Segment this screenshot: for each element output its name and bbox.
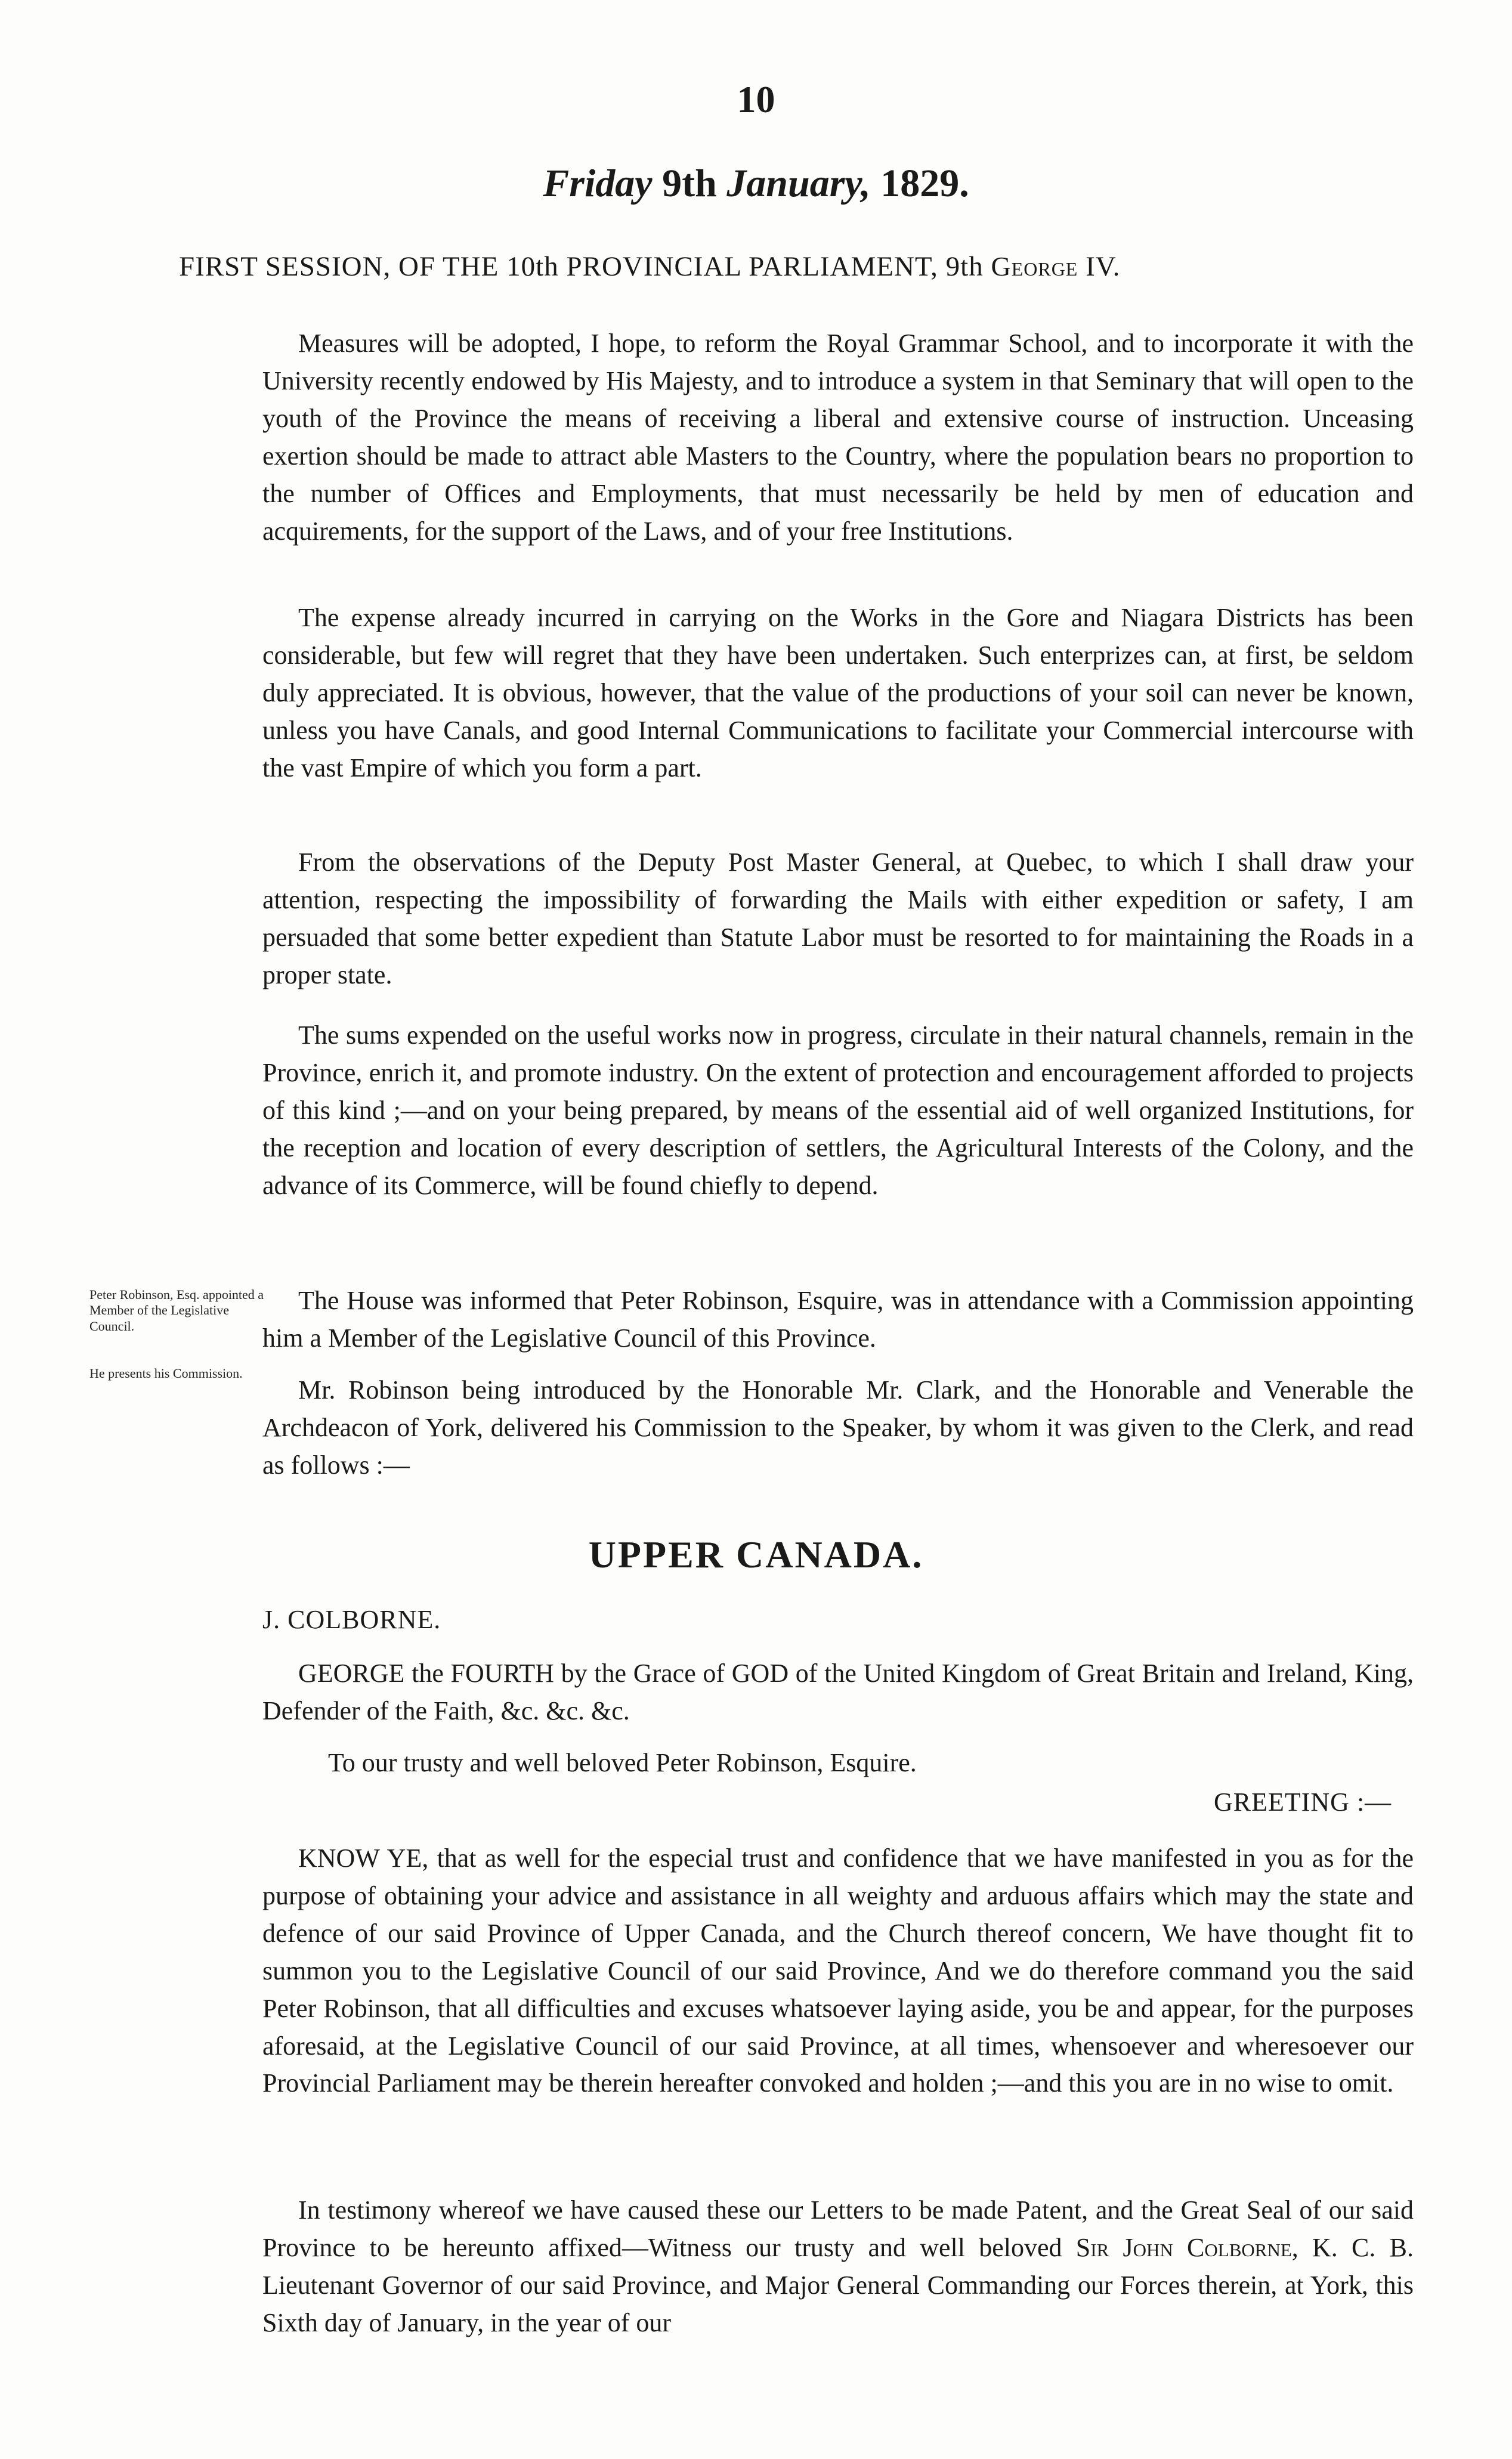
paragraph-robinson-introduced: Mr. Robinson being introduced by the Honorable Mr. Clark, and the Honorable and Venerable the Archdeacon of York, delivered his Commission to the Speaker, by whom it was given to the Clerk, and read as follows :— (262, 1375, 1414, 1480)
greeting: GREETING :— (1214, 1787, 1392, 1817)
date-day: Friday (543, 162, 653, 205)
paragraph-george-fourth: GEORGE the FOURTH by the Grace of GOD of the United Kingdom of Great Britain and Ireland, King, Defender of the Faith, &c. &c. &c. (262, 1659, 1414, 1725)
paragraph-know-ye: KNOW YE, that as well for the especial trust and confidence that we have manifested in you as for the purpose of obtaining your advice and assistance in all weighty and arduous affairs which may the state and defence of our said Province of Upper Canada, and the Church thereof concern, We have thought fit to summon you to the Legislative Council of our said Province, And we do therefore command you the said Peter Robinson, that all difficulties and excuses whatsoever laying aside, you be and appear, for the purposes aforesaid, at the Legislative Council of our said Province, at all times, whensoever and wheresoever our Provincial Parliament may be therein hereafter convoked and holden ;—and this you are in no wise to omit. (262, 1844, 1414, 2098)
margin-note-appointment: Peter Robinson, Esq. appointed a Member of the Legislative Council. (89, 1287, 264, 1334)
paragraph-public-works: The expense already incurred in carrying on the Works in the Gore and Niagara Districts has been considerable, but few will regret that they have been undertaken. Such enterprizes can, at first, be seldom duly appreciated. It is obvious, however, that the value of the productions of your soil can never be known, unless you have Canals, and good Internal Communications to facilitate your Commercial intercourse with the vast Empire of which you form a part. (262, 603, 1414, 782)
paragraph-10-block (262, 2192, 1414, 2342)
date-heading (0, 161, 1512, 206)
session-heading (179, 250, 1366, 283)
paragraph-testimony (262, 2192, 1414, 2342)
paragraph-to-robinson: To our trusty and well beloved Peter Robinson, Esquire. (328, 1748, 917, 1777)
paragraph-9-block (262, 1840, 1414, 2102)
date-month: January, (726, 162, 871, 205)
testimony-name: Sir John Colborne, (1075, 2232, 1298, 2262)
paragraph-4-block (262, 1017, 1414, 1205)
section-heading-upper-canada: UPPER CANADA. (588, 1533, 924, 1576)
paragraph-grammar-school: Measures will be adopted, I hope, to reform the Royal Grammar School, and to incorporate it with the University recently endowed by His Majesty, and to introduce a system in that Seminary that will open to the youth of the Province the means of receiving a liberal and extensive course of instruction. Unceasing exertion should be made to attract able Masters to the Country, where the population bears no proportion to the number of Offices and Employments, that must necessarily be held by men of education and acquirements, for the support of the Laws, and of your free Institutions. (262, 329, 1414, 546)
paragraph-post-master: From the observations of the Deputy Post Master General, at Quebec, to which I shall draw your attention, respecting the impossibility of forwarding the Mails with either expedition or safety, I am persuaded that some better expedient than Statute Labor must be resorted to for maintaining the Roads in a proper state. (262, 847, 1414, 989)
paragraph-2-block (262, 599, 1414, 787)
date-year: 1829. (880, 162, 969, 205)
testimony-end: K. C. B. Lieutenant Governor of our said Province, and Major General Commanding our Forces therein, at York, this Sixth day of January, in the year of our (262, 2232, 1414, 2337)
date-num: 9th (662, 162, 717, 205)
testimony-start: In testimony whereof we have caused these our Letters to be made Patent, and the Great Seal of our said Province to be hereunto affixed—Witness our trusty and well beloved (262, 2195, 1414, 2262)
paragraph-1-block (262, 325, 1414, 550)
page-number: 10 (737, 78, 775, 120)
paragraph-5-block (262, 1282, 1414, 1357)
paragraph-house-informed: The House was informed that Peter Robinson, Esquire, was in attendance with a Commission appointing him a Member of the Legislative Council of this Province. (262, 1286, 1414, 1353)
paragraph-3-block (262, 844, 1414, 994)
paragraph-8-block (262, 1745, 1414, 1782)
paragraph-sums-expended: The sums expended on the useful works now in progress, circulate in their natural channels, remain in the Province, enrich it, and promote industry. On the extent of protection and encouragement afforded to projects of this kind ;—and on your being prepared, by means of the essential aid of well organized Institutions, for the reception and location of every description of settlers, the Agricultural Interests of the Colony, and the advance of its Commerce, will be found chiefly to depend. (262, 1020, 1414, 1200)
session-king: George (991, 251, 1078, 282)
signature-colborne: J. COLBORNE. (262, 1605, 441, 1634)
session-regnal: IV. (1086, 251, 1121, 282)
session-main: FIRST SESSION, OF THE 10th PROVINCIAL PARLIAMENT, 9th (179, 251, 984, 282)
paragraph-7-block (262, 1655, 1414, 1730)
paragraph-6-block (262, 1372, 1414, 1484)
margin-note-commission: He presents his Commission. (89, 1366, 243, 1381)
